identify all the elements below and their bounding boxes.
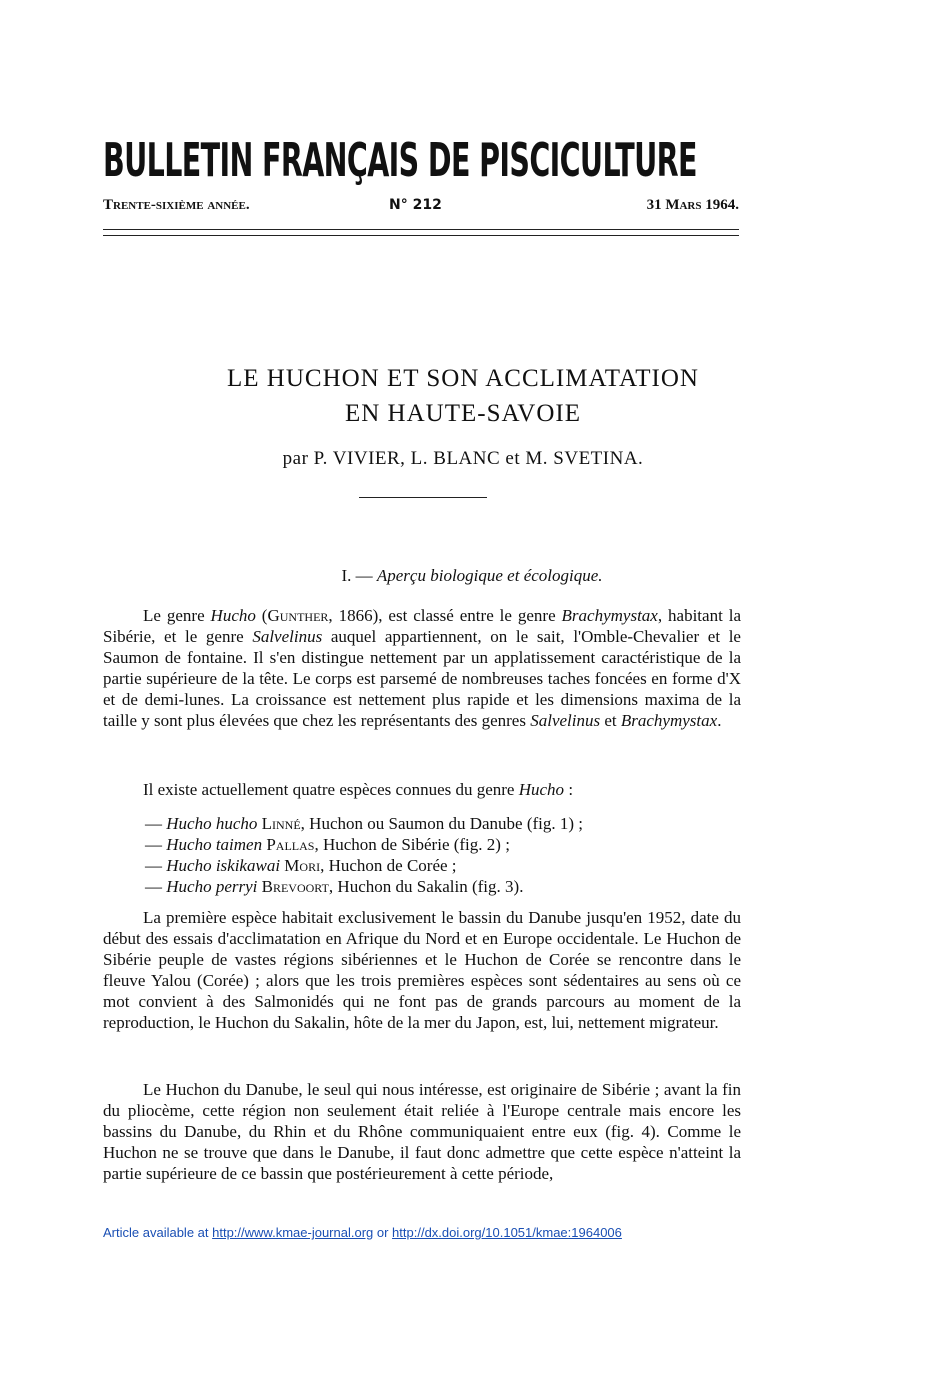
header-rule-top xyxy=(103,229,739,230)
section-heading xyxy=(103,566,841,586)
header-rule-bottom xyxy=(103,235,739,236)
issue-info-row xyxy=(103,197,739,217)
journal-link[interactable]: http://www.kmae-journal.org xyxy=(212,1225,374,1240)
paragraph-1: Le genre Hucho (Gunther, 1866), est classé entre le genre Brachymystax, habitant la Sibérie, et le genre Salvelinus auquel appartiennent, on le sait, l'Omble-Chevalier et le Saumon de fontaine. Il s'en distingue nettement par un applatissement caractéristique de la partie supérieure de la tête. Le corps est parsemé de nombreuses taches foncées en forme d'X et de demi-lunes. La croissance est nettement plus rapide et les dimensions maxima de la taille y sont plus élevées que chez les représentants des genres Salvelinus et Brachymystax. xyxy=(103,606,741,730)
species-list xyxy=(145,813,745,897)
footer-prefix: Article available at xyxy=(103,1225,213,1240)
title-separator xyxy=(359,497,487,498)
year-label: Trente-sixième année. xyxy=(103,197,250,213)
section-number: I. — xyxy=(341,566,373,585)
list-item: — Hucho perryi Brevoort, Huchon du Sakalin (fig. 3). xyxy=(145,877,524,896)
article-title-line1: LE HUCHON ET SON ACCLIMATATION xyxy=(227,365,699,392)
journal-title: BULLETIN FRANÇAIS DE PISCICULTURE xyxy=(103,133,697,187)
list-item: — Hucho taimen Pallas, Huchon de Sibérie (fig. 2) ; xyxy=(145,835,510,854)
doi-link[interactable]: http://dx.doi.org/10.1051/kmae:1964006 xyxy=(392,1225,622,1240)
article-footer xyxy=(103,1225,622,1240)
issue-date: 31 Mars 1964. xyxy=(646,197,739,213)
paragraph-4: Le Huchon du Danube, le seul qui nous intéresse, est originaire de Sibérie ; avant la fin du pliocème, cette région non seulement était reliée à l'Europe centrale mais encore les bassins du Danube, du Rhin et du Rhône communiquaient entre eux (fig. 4). Comme le Huchon ne se trouve que dans le Danube, il faut donc admettre que cette espèce n'atteint la partie supérieure de ce bassin que postérieurement à cette période, xyxy=(103,1080,741,1183)
footer-middle: or xyxy=(373,1225,393,1240)
list-item: — Hucho iskikawai Mori, Huchon de Corée ; xyxy=(145,856,457,875)
section-title: Aperçu biologique et écologique. xyxy=(376,566,603,585)
issue-number: N° 212 xyxy=(389,197,442,213)
paragraph-3: La première espèce habitait exclusivement le bassin du Danube jusqu'en 1952, date du début des essais d'acclimatation en Afrique du Nord et en Europe occidentale. Le Huchon de Sibérie peuple de vastes régions sibériennes et le Huchon de Corée se rencontre dans le fleuve Yalou (Corée) ; alors que les trois premières espèces sont sédentaires au sens où ce mot convient à des Salmonidés qui ne font pas de grands parcours au moment de la reproduction, le Huchon du Sakalin, hôte de la mer du Japon, est, lui, nettement migrateur. xyxy=(103,908,741,1032)
article-title-line2: EN HAUTE-SAVOIE xyxy=(344,400,582,427)
list-item: — Hucho hucho Linné, Huchon ou Saumon du Danube (fig. 1) ; xyxy=(145,814,584,833)
paragraph-2: Il existe actuellement quatre espèces connues du genre Hucho : xyxy=(143,780,574,799)
article-byline: par P. VIVIER, L. BLANC et M. SVETINA. xyxy=(282,448,644,469)
